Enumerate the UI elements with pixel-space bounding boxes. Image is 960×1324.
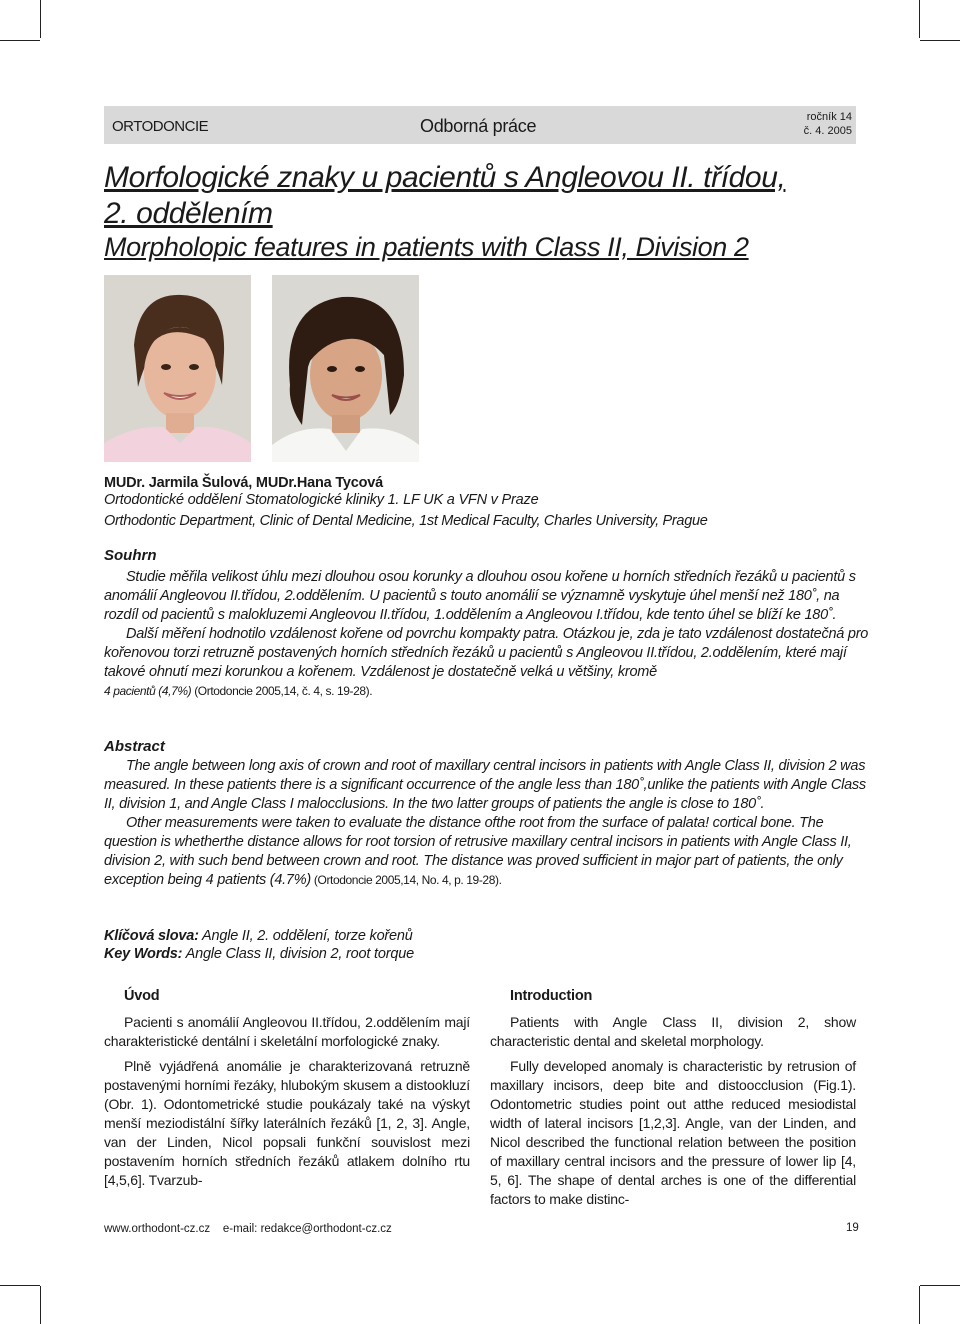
- abstract-paragraph-2: Other measurements were taken to evaluate the distance ofthe root from the surface of palata! cortical bone. The question is whetherthe distance allows for root torsion of retrusive maxillary central incisors in patients with Angle Class II, division 2, with such bend between crown and root. The distance was proved sufficient in major part of patients, the only exception being 4 patients (4.7%) (Ortodoncie 2005,14, No. 4, p. 19-28).: [104, 815, 852, 888]
- intro-english-paragraph-1: Patients with Angle Class II, division 2, show characteristic dental and skeletal morphology.: [490, 1014, 856, 1049]
- crop-mark: [920, 1285, 960, 1286]
- journal-section: ORTODONCIE: [112, 118, 209, 135]
- crop-mark: [920, 40, 960, 41]
- crop-mark: [40, 0, 41, 38]
- crop-mark: [40, 1286, 41, 1324]
- summary-paragraph-1: Studie měřila velikost úhlu mezi dlouhou osou korunky a dlouhou osou kořene u horních středních řezáků u pacientů s anomálií Angleovou II.třídou, 2.oddělením. U pacientů s touto anomálií se významně vyskytuje úhel menší než 180˚, na rozdíl od pacientů s malokluzemi Angleovou II.třídou, 1.oddělením a Angleovou I.třídou, kde tento úhel se blíží ke 180˚.: [104, 569, 856, 623]
- summary-heading: Souhrn: [104, 547, 157, 564]
- summary-body: [104, 568, 874, 701]
- keywords-czech-text: Angle II, 2. oddělení, torze kořenů: [198, 928, 413, 944]
- affiliation-english: Orthodontic Department, Clinic of Dental Medicine, 1st Medical Faculty, Charles University, Prague: [104, 513, 708, 529]
- footer-links: www.orthodont-cz.cz e-mail: redakce@orthodont-cz.cz: [104, 1223, 392, 1235]
- intro-czech-paragraph-2: Plně vyjádřená anomálie je charakterizovaná retruzně postavenými horními řezáky, hlubokým skusem a distookluzí (Obr. 1). Odontometrické studie poukázaly také na výskyt menší meziodistální šířky laterálních řezáků [1, 2, 3]. Angle, van der Linden, Nicol popsali funkční souvislost mezi postavením horních středních řezáků atlakem dolního rtu [4,5,6]. Tvarzub-: [104, 1058, 470, 1188]
- abstract-heading: Abstract: [104, 738, 165, 755]
- abstract-citation: (Ortodoncie 2005,14, No. 4, p. 19-28).: [310, 873, 502, 887]
- title-english: Morpholopic features in patients with Class II, Division 2: [104, 232, 749, 262]
- intro-czech-heading: Úvod: [124, 988, 160, 1004]
- title-czech-line1: Morfologické znaky u pacientů s Angleovou II. třídou,: [104, 161, 786, 194]
- author-photo-sulova: [104, 275, 251, 462]
- intro-english-paragraph-2: Fully developed anomaly is characteristic by retrusion of maxillary incisors, deep bite and distoocclusion (Fig.1). Odontometric studies point out atthe reduced mesiodistal width of lateral incisors [1,2,3]. Angle, van der Linden, and Nicol described the functional relation between the position of maxillary central incisors and the pressure of lower lip [4, 5, 6]. The shape of dental arches is one of the differential factors to make distinc-: [490, 1058, 856, 1207]
- intro-czech-paragraph-1: Pacienti s anomálií Angleovou II.třídou, 2.oddělením mají charakteristické dentální i skeletální morfologické znaky.: [104, 1014, 470, 1049]
- intro-czech-column: [104, 987, 470, 1196]
- crop-mark: [0, 40, 40, 41]
- title-czech: [104, 160, 884, 232]
- author-photo-tycova: [272, 275, 419, 462]
- abstract-paragraph-1: The angle between long axis of crown and root of maxillary central incisors in patients with Angle Class II, division 2 was measured. In these patients there is a significant occurrence of the angle less than 180˚,unlike the patients with Angle Class II, division 1, and Angle Class I malocclusions. In the two latter groups of patients the angle is close to 180˚.: [104, 758, 866, 812]
- keywords-english-label: Key Words:: [104, 946, 183, 962]
- keywords-english-text: Angle Class II, division 2, root torque: [182, 946, 414, 962]
- intro-english-column: [490, 987, 856, 1215]
- intro-english-heading: Introduction: [510, 988, 593, 1004]
- crop-mark: [919, 1286, 920, 1324]
- page-number: 19: [846, 1222, 859, 1234]
- crop-mark: [919, 0, 920, 38]
- title-czech-line2: 2. oddělením: [104, 197, 273, 230]
- keywords-czech-label: Klíčová slova:: [104, 928, 199, 944]
- running-header: [104, 106, 856, 144]
- abstract-body: [104, 757, 876, 890]
- summary-citation: (Ortodoncie 2005,14, č. 4, s. 19-28).: [191, 684, 373, 698]
- affiliation-czech: Ortodontické oddělení Stomatologické kliniky 1. LF UK a VFN v Praze: [104, 492, 539, 508]
- keywords-czech: [104, 928, 413, 944]
- summary-case-count: 4 pacientů (4,7%): [104, 684, 192, 698]
- volume-info: [804, 110, 852, 138]
- keywords-english: [104, 946, 414, 962]
- author-names: MUDr. Jarmila Šulová, MUDr.Hana Tycová: [104, 475, 384, 491]
- article-type: Odborná práce: [420, 116, 537, 136]
- volume-year: ročník 14: [806, 111, 852, 123]
- summary-paragraph-2: Další měření hodnotilo vzdálenost kořene od povrchu kompakty patra. Otázkou je, zda je tato vzdálenost dostatečná pro kořenovou torzi retruzně postavených horních středních řezáků u pacientů s Angleovou II.třídou, 2.oddělením, které mají takové ohnutí mezi korunkou a kořenem. Vzdálenost je dostatečně velká u většiny, kromě 4 pacientů (4,7%) (Ortodoncie 2005,14, č. 4, s. 19-28).: [104, 626, 869, 698]
- crop-mark: [0, 1285, 40, 1286]
- issue-number: č. 4. 2005: [803, 125, 852, 137]
